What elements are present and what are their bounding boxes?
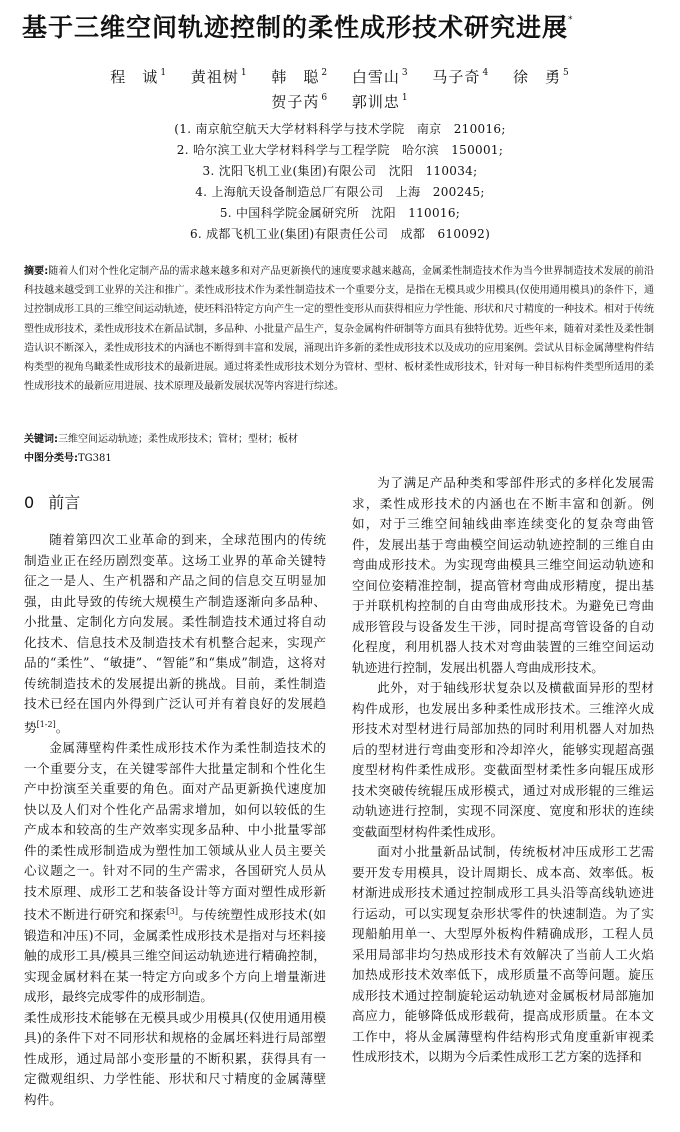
paragraph: 随着第四次工业革命的到来，全球范围内的传统制造业正在经历剧烈变革。这场工业界的革命关键特征之一是人、生产机器和产品之间的信息交互明显加强，由此导致的传统大规模生产制造逐渐向多品种、小批量、定制化方向发展。柔性制造技术通过将自动化技术、信息技术及制造技术有机整合起来，实现产品的“柔性”、“敏捷”、“智能”和“集成”制造，这将对传统制造技术的发展提出新的挑战。目前，柔性制造技术已经在国内外得到广泛认可并有着良好的发展趋势[1-2]。	[24, 532, 326, 735]
citation: [3]	[166, 907, 179, 916]
left-column	[24, 530, 326, 1110]
author: 马子奇 $^4$	[432, 68, 490, 86]
author: 徐 勇 $^5$	[512, 68, 570, 86]
author: 贺子芮 $^6$	[271, 93, 329, 111]
abstract	[24, 262, 654, 396]
clc-text: TG381	[78, 453, 112, 464]
paragraph: 金属薄壁构件柔性成形技术作为柔性制造技术的一个重要分支，在关键零部件大批量定制和个性化生产中扮演至关重要的角色。面对产品更新换代速度加快以及人们对个性化产品需求增加，如何以较低的生产成本和较高的生产效率实现多品种、中小批量零部件的柔性成形制造成为塑性加工领域从业人员主要关心议题之一。针对不同的生产需求，各国研究人员从技术原理、成形工艺和装备设计等方面对塑性成形新技术不断进行研究和探索[3]。与传统塑性成形技术(如锻造和冲压)不同，金属柔性成形技术是指对与坯料接触的成形工具/模具三维空间运动轨迹进行精确控制，实现金属材料在某一特定方向或多个方向上增量渐进成形，最终完成零件的成形制造。	[24, 740, 327, 1004]
affiliation-6: 6. 成都飞机工业(集团)有限责任公司 成都 610092)	[189, 227, 491, 241]
section-title: 前言	[48, 493, 81, 512]
author: 程 诚 $^1$	[110, 68, 168, 86]
affiliation-1: (1. 南京航空航天大学材料科学与技术学院 南京 210016;	[174, 122, 506, 136]
author: 郭训忠 $^1$	[351, 93, 409, 111]
author: 韩 聪 $^2$	[271, 68, 329, 86]
keywords	[24, 430, 654, 445]
author-line-1	[0, 66, 680, 87]
clc-label: 中图分类号:	[24, 453, 78, 464]
affiliation-3: 3. 沈阳飞机工业(集团)有限公司 沈阳 110034;	[202, 164, 478, 178]
author-line-2	[0, 91, 680, 112]
title-text: 基于三维空间轨迹控制的柔性成形技术研究进展	[22, 13, 569, 42]
keywords-text: 三维空间运动轨迹；柔性成形技术；管材；型材；板材	[58, 434, 298, 445]
section-heading	[24, 490, 80, 513]
abstract-label: 摘要:	[24, 266, 49, 277]
affiliation-4: 4. 上海航天设备制造总厂有限公司 上海 200245;	[195, 185, 485, 199]
clc-number	[24, 449, 654, 464]
title-footnote-mark: *	[568, 15, 574, 25]
paper-title	[22, 8, 662, 44]
paragraph: 为了满足产品种类和零部件形式的多样化发展需求，柔性成形技术的内涵也在不断丰富和创新。例如，对于三维空间轴线曲率连续变化的复杂弯曲管件，发展出基于弯曲模空间运动轨迹控制的三维自由弯曲成形技术。为实现弯曲模具三维空间运动轨迹和空间位姿精准控制，提高管材弯曲成形精度，提出基于并联机构控制的自由弯曲成形技术。为避免已弯曲成形管段与设备发生干涉，同时提高弯管设备的自动化程度，利用机器人技术对弯曲装置的三维空间运动轨迹进行控制，发展出机器人弯曲成形技术。	[352, 475, 654, 675]
paragraph: 此外，对于轴线形状复杂以及横截面异形的型材构件成形，也发展出多种柔性成形技术。三维淬火成形技术对型材进行局部加热的同时利用机器人对加热后的型材进行弯曲变形和冷却淬火，能够实现超高强度型材构件柔性成形。变截面型材柔性多向辊压成形技术突破传统辊压成形模式，通过对成形辊的三维运动轨迹进行控制，实现不同深度、宽度和形状的连续变截面型材构件柔性成形。	[352, 680, 654, 839]
section-number: 0	[24, 493, 35, 512]
right-column	[352, 473, 654, 1068]
keywords-label: 关键词:	[24, 434, 58, 445]
abstract-text: 随着人们对个性化定制产品的需求越来越多和对产品更新换代的速度要求越来越高，金属柔性制造技术作为当今世界制造技术发展的前沿科技越来越受到工业界的关注和推广。柔性成形技术作为柔性制造技术一个重要分支，是指在无模具或少用模具(仅使用通用模具)的条件下，通过控制成形工具的三维空间运动轨迹，使坯料沿特定方向产生一定的塑性变形从而获得相应力学性能、形状和尺寸精度的一种技术。相对于传统塑性成形技术，柔性成形技术在新品试制，多品种、小批量产品生产，复杂金属构件研制等方面具有独特优势。近些年来，随着对柔性及柔性制造认识不断深入，柔性成形技术的内涵也不断得到丰富和发展，涌现出许多新的柔性成形技术以及成功的应用案例。尝试从目标金属薄壁构件结构类型的视角鸟瞰柔性成形技术的最新进展。通过将柔性成形技术划分为管材、型材、板材柔性成形技术，针对每一种目标构件类型所适用的柔性成形技术的最新应用进展、技术原理及最新发展状况等内容进行综述。	[24, 266, 655, 393]
affiliation-5: 5. 中国科学院金属研究所 沈阳 110016;	[219, 206, 461, 220]
paragraph: 柔性成形技术能够在无模具或少用模具(仅使用通用模具)的条件下对不同形状和规格的金属坯料进行局部塑性成形，通过局部小变形量的不断积累，获得具有一定微观组织、力学性能、形状和尺寸精度的金属薄壁构件。	[24, 1009, 326, 1107]
author: 黄祖树 $^1$	[190, 68, 248, 86]
affiliation-2: 2. 哈尔滨工业大学材料科学与工程学院 哈尔滨 150001;	[176, 143, 504, 157]
citation: [1-2]	[36, 719, 56, 729]
author: 白雪山 $^3$	[351, 68, 409, 86]
paragraph: 面对小批量新品试制，传统板材冲压成形工艺需要开发专用模具，设计周期长、成本高、效率低。板材渐进成形技术通过控制成形工具头沿等高线轨迹进行运动，可以实现复杂形状零件的快速制造。为了实现船舶用单一、大型厚外板构件精确成形，工程人员采用局部非均匀热成形技术有效解决了当前人工火焰加热成形技术效率低下，成形质量不高等问题。旋压成形技术通过控制旋轮运动轨迹对金属板材局部施加高应力，能够降低成形载荷，提高成形质量。在本文工作中，将从金属薄壁构件结构形式角度重新审视柔性成形技术，以期为今后柔性成形工艺方案的选择和	[352, 844, 654, 1064]
